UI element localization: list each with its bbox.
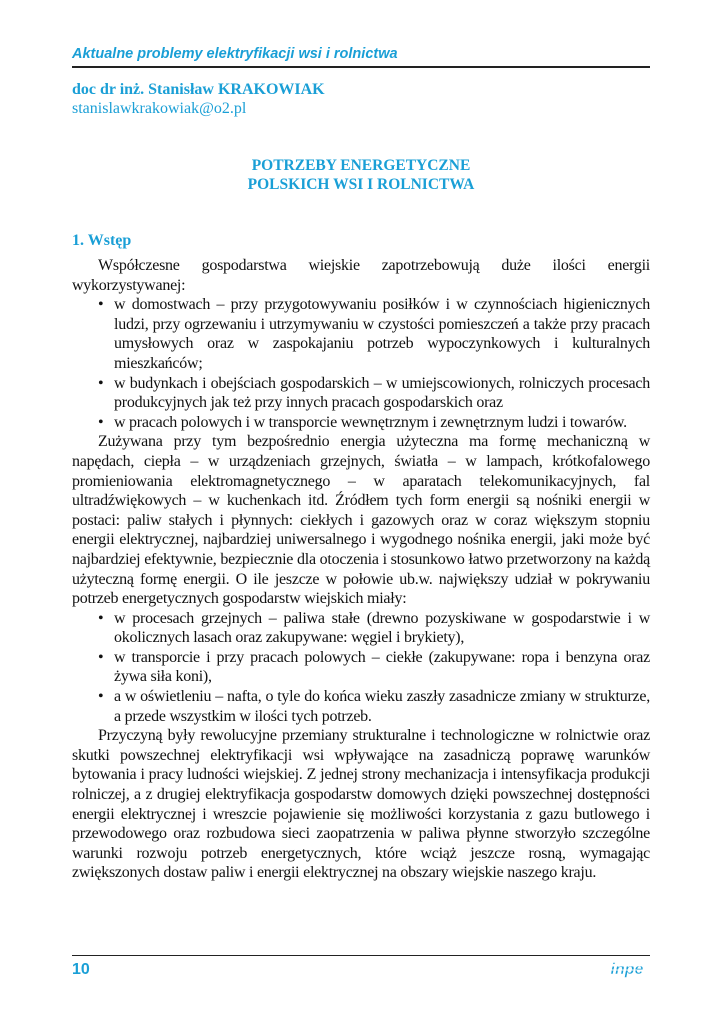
footer-divider: [72, 955, 650, 956]
bullet-icon: •: [98, 688, 104, 706]
bullet-icon: •: [98, 648, 104, 666]
article-body: [72, 256, 650, 883]
section-heading: 1. Wstęp: [72, 232, 132, 249]
bullet-icon: •: [98, 413, 104, 431]
publisher-logo-icon: [604, 958, 650, 980]
bullet-icon: •: [98, 296, 104, 314]
article-title-line-2: POLSKICH WSI I ROLNICTWA: [247, 176, 475, 193]
paragraph-2: Zużywana przy tym bezpośrednio energia użyteczna ma formę mechaniczną w napędach, ciepła – w urządzeniach grzejnych, światła – w lampach, krótkofalowego promieniowania elektromagnetycznego – w aparatach telekomunikacyjnych, fal ultradźwiękowych – w kuchenkach itd. Źródłem tych form energii są nośniki energii w postaci: paliw stałych i płynnych: ciekłych i gazowych oraz w coraz większym stopniu energii elektrycznej, najbardziej uniwersalnego i wygodnego nośnika energii, jaki może być najbardziej efektywnie, bezpiecznie dla otoczenia i stosunkowo łatwo przetworzony na każdą użyteczną formę energii. O ile jeszcze w połowie ub.w. największy udział w pokrywaniu potrzeb energetycznych gospodarstw wiejskich miały:: [72, 433, 650, 608]
author-block: [72, 80, 325, 118]
bullet-icon: •: [98, 609, 104, 627]
list-item: • w transporcie i przy pracach polowych – ciekłe (zakupywane: ropa i benzyna oraz żywa siła koni),: [98, 648, 650, 686]
list-item: • a w oświetleniu – nafta, o tyle do końca wieku zaszły zasadnicze zmiany w strukturze, a przede wszystkim w ilości tych potrzeb.: [98, 688, 650, 725]
list-item: • w budynkach i obejściach gospodarskich – w umiejscowionych, rolniczych procesach produkcyjnych jak też przy innych pracach gospodarskich oraz: [98, 374, 650, 412]
article-title-line-1: POTRZEBY ENERGETYCZNE: [251, 157, 471, 174]
header-divider: [72, 66, 650, 68]
bullet-list-1: [72, 295, 650, 432]
list-item: • w pracach polowych i w transporcie wewnętrznym i zewnętrznym ludzi i towarów.: [98, 413, 627, 431]
page-number: 10: [72, 961, 90, 978]
publisher-logo-text: inpe: [610, 961, 644, 978]
bullet-icon: •: [98, 374, 104, 392]
list-item: • w domostwach – przy przygotowywaniu posiłków i w czynnościach higienicznych ludzi, przy ogrzewaniu i utrzymywaniu w czystości pomieszczeń a także przy pracach umysłowych oraz w zaspokajaniu potrzeb wypoczynkowych i kulturalnych mieszkańców;: [98, 296, 650, 372]
paragraph-3: Przyczyną były rewolucyjne przemiany strukturalne i technologiczne w rolnictwie oraz skutki powszechnej elektryfikacji wsi wpływające na zasadniczą poprawę warunków bytowania i pracy ludności wiejskiej. Z jednej strony mechanizacja i intensyfikacja produkcji rolniczej, a z drugiej elektryfikacja gospodarstw domowych dzięki powszechnej dostępności energii elektrycznej i wreszcie pojawienie się możliwości korzystania z gazu butlowego i przewodowego oraz rozbudowa sieci zaopatrzenia w paliwa płynne stworzyło szczególne warunki rozwoju potrzeb energetycznych, które wciąż jeszcze rosną, wymagając zwiększonych dostaw paliw i energii elektrycznej na obszary wiejskie naszego kraju.: [72, 727, 650, 882]
bullet-list-2: [72, 609, 650, 727]
author-email: stanislawkrakowiak@o2.pl: [72, 100, 247, 117]
paragraph-1: Współczesne gospodarstwa wiejskie zapotrzebowują duże ilości energii wykorzystywanej:: [72, 257, 650, 294]
article-title: [72, 156, 650, 194]
author-name: doc dr inż. Stanisław KRAKOWIAK: [72, 81, 325, 98]
list-item: • w procesach grzejnych – paliwa stałe (drewno pozyskiwane w gospodarstwie i w okolicznych lasach oraz zakupywane: węgiel i brykiety),: [98, 609, 650, 647]
journal-header: Aktualne problemy elektryfikacji wsi i rolnictwa: [72, 46, 398, 62]
